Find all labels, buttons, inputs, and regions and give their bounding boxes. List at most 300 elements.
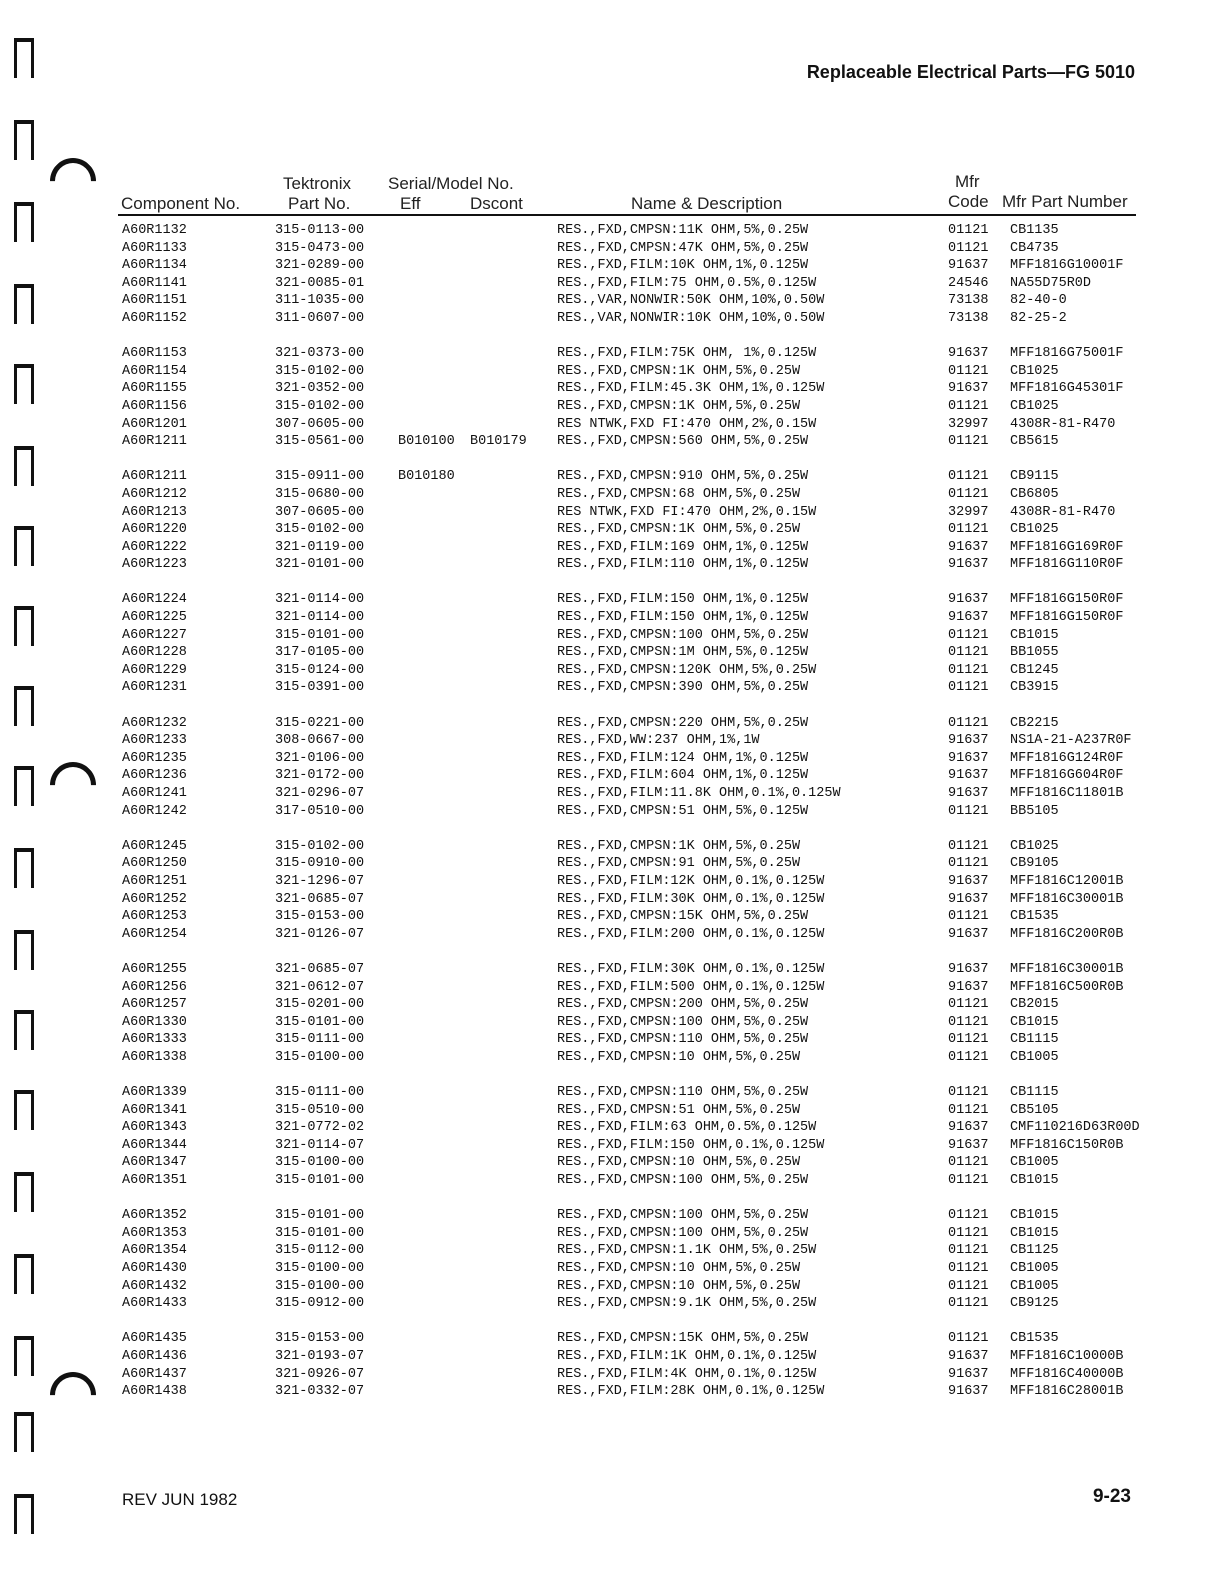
mfr-part-number: CB1245 bbox=[1010, 662, 1059, 678]
row-group bbox=[0, 468, 1213, 574]
mfr-code: 91637 bbox=[948, 926, 989, 942]
tektronix-part-no: 321-0685-07 bbox=[275, 961, 365, 977]
component-no: A60R1257 bbox=[122, 997, 187, 1013]
component-no: A60R1231 bbox=[122, 680, 187, 696]
table-row bbox=[0, 1278, 1213, 1296]
mfr-part-number: MFF1816C200R0B bbox=[1010, 926, 1124, 942]
mfr-code: 91637 bbox=[948, 1384, 989, 1400]
component-no: A60R1330 bbox=[122, 1014, 187, 1030]
mfr-part-number: 82-40-0 bbox=[1010, 293, 1067, 309]
table-row bbox=[0, 926, 1213, 944]
mfr-part-number: CB1015 bbox=[1010, 627, 1059, 643]
name-description: RES.,FXD,CMPSN:200 OHM,5%,0.25W bbox=[557, 997, 809, 1013]
mfr-code: 01121 bbox=[948, 434, 989, 450]
name-description: RES.,FXD,CMPSN:1M OHM,5%,0.125W bbox=[557, 645, 809, 661]
component-no: A60R1252 bbox=[122, 891, 187, 907]
table-row bbox=[0, 380, 1213, 398]
name-description: RES.,FXD,CMPSN:10 OHM,5%,0.25W bbox=[557, 1049, 801, 1065]
row-group bbox=[0, 1084, 1213, 1190]
mfr-code: 01121 bbox=[948, 662, 989, 678]
table-row bbox=[0, 345, 1213, 363]
mfr-code: 24546 bbox=[948, 275, 989, 291]
table-row bbox=[0, 979, 1213, 997]
component-no: A60R1250 bbox=[122, 856, 187, 872]
component-no: A60R1156 bbox=[122, 398, 187, 414]
tektronix-part-no: 315-0100-00 bbox=[275, 1261, 365, 1277]
table-row bbox=[0, 257, 1213, 275]
mfr-part-number: NA55D75R0D bbox=[1010, 275, 1092, 291]
mfr-code: 91637 bbox=[948, 258, 989, 274]
component-no: A60R1436 bbox=[122, 1349, 187, 1364]
table-row bbox=[0, 662, 1213, 680]
serial-eff: B010100 bbox=[398, 434, 455, 450]
tektronix-part-no: 315-0102-00 bbox=[275, 398, 365, 414]
mfr-code: 01121 bbox=[948, 223, 989, 238]
name-description: RES.,FXD,CMPSN:100 OHM,5%,0.25W bbox=[557, 1014, 809, 1030]
table-row bbox=[0, 1366, 1213, 1384]
table-row bbox=[0, 1102, 1213, 1120]
name-description: RES.,FXD,CMPSN:51 OHM,5%,0.125W bbox=[557, 803, 809, 819]
tektronix-part-no: 321-0106-00 bbox=[275, 750, 365, 766]
mfr-part-number: CB1115 bbox=[1010, 1032, 1059, 1048]
table-row bbox=[0, 1154, 1213, 1172]
table-row bbox=[0, 222, 1213, 240]
table-row bbox=[0, 873, 1213, 891]
mfr-part-number: CB2015 bbox=[1010, 997, 1059, 1013]
table-row bbox=[0, 1119, 1213, 1137]
mfr-part-number: CB1115 bbox=[1010, 1085, 1059, 1101]
tektronix-part-no: 315-0111-00 bbox=[275, 1085, 365, 1101]
mfr-part-number: CB1005 bbox=[1010, 1278, 1059, 1294]
parts-table-body bbox=[0, 222, 1213, 1418]
name-description: RES.,FXD,FILM:150 OHM,1%,0.125W bbox=[557, 610, 809, 626]
name-description: RES.,FXD,FILM:63 OHM,0.5%,0.125W bbox=[557, 1120, 817, 1136]
tektronix-part-no: 321-0772-02 bbox=[275, 1120, 365, 1136]
name-description: RES.,FXD,CMPSN:68 OHM,5%,0.25W bbox=[557, 486, 801, 502]
header-component-no: Component No. bbox=[121, 194, 241, 213]
component-no: A60R1212 bbox=[122, 486, 187, 502]
table-row bbox=[0, 1225, 1213, 1243]
mfr-part-number: CB1015 bbox=[1010, 1014, 1059, 1030]
mfr-code: 01121 bbox=[948, 1278, 989, 1294]
tektronix-part-no: 315-0124-00 bbox=[275, 662, 365, 678]
table-row bbox=[0, 1014, 1213, 1032]
component-no: A60R1341 bbox=[122, 1102, 187, 1118]
row-group bbox=[0, 591, 1213, 697]
mfr-part-number: MFF1816C150R0B bbox=[1010, 1137, 1124, 1153]
name-description: RES.,FXD,CMPSN:110 OHM,5%,0.25W bbox=[557, 1085, 809, 1101]
mfr-code: 01121 bbox=[948, 838, 989, 854]
table-row bbox=[0, 468, 1213, 486]
table-row bbox=[0, 1330, 1213, 1348]
mfr-code: 73138 bbox=[948, 310, 989, 326]
name-description: RES.,FXD,CMPSN:110 OHM,5%,0.25W bbox=[557, 1032, 809, 1048]
name-description: RES.,FXD,FILM:45.3K OHM,1%,0.125W bbox=[557, 381, 825, 397]
table-row bbox=[0, 556, 1213, 574]
mfr-code: 91637 bbox=[948, 610, 989, 626]
name-description: RES.,FXD,CMPSN:910 OHM,5%,0.25W bbox=[557, 469, 809, 485]
tektronix-part-no: 315-0221-00 bbox=[275, 715, 365, 731]
component-no: A60R1133 bbox=[122, 240, 187, 256]
tektronix-part-no: 315-0473-00 bbox=[275, 240, 365, 256]
component-no: A60R1351 bbox=[122, 1173, 187, 1189]
name-description: RES.,FXD,FILM:10K OHM,1%,0.125W bbox=[557, 258, 809, 274]
mfr-code: 91637 bbox=[948, 381, 989, 397]
tektronix-part-no: 321-0296-07 bbox=[275, 786, 365, 801]
binder-tab-mark bbox=[14, 1494, 34, 1534]
name-description: RES.,FXD,CMPSN:11K OHM,5%,0.25W bbox=[557, 223, 809, 238]
mfr-code: 91637 bbox=[948, 1366, 989, 1382]
component-no: A60R1228 bbox=[122, 645, 187, 661]
tektronix-part-no: 315-0910-00 bbox=[275, 856, 365, 872]
component-no: A60R1255 bbox=[122, 961, 187, 977]
component-no: A60R1152 bbox=[122, 310, 187, 326]
mfr-code: 01121 bbox=[948, 1102, 989, 1118]
tektronix-part-no: 315-0100-00 bbox=[275, 1278, 365, 1294]
mfr-code: 01121 bbox=[948, 680, 989, 696]
name-description: RES.,FXD,CMPSN:10 OHM,5%,0.25W bbox=[557, 1261, 801, 1277]
tektronix-part-no: 315-0101-00 bbox=[275, 1173, 365, 1189]
tektronix-part-no: 315-0112-00 bbox=[275, 1243, 365, 1259]
component-no: A60R1242 bbox=[122, 803, 187, 819]
table-row bbox=[0, 961, 1213, 979]
mfr-part-number: CB1015 bbox=[1010, 1208, 1059, 1224]
mfr-code: 91637 bbox=[948, 750, 989, 766]
table-row bbox=[0, 363, 1213, 381]
component-no: A60R1353 bbox=[122, 1225, 187, 1241]
tektronix-part-no: 315-0100-00 bbox=[275, 1155, 365, 1171]
tektronix-part-no: 321-0193-07 bbox=[275, 1349, 365, 1364]
component-no: A60R1211 bbox=[122, 469, 187, 485]
table-row bbox=[0, 539, 1213, 557]
name-description: RES.,FXD,FILM:1K OHM,0.1%,0.125W bbox=[557, 1349, 817, 1364]
component-no: A60R1236 bbox=[122, 768, 187, 784]
tektronix-part-no: 321-0085-01 bbox=[275, 275, 365, 291]
tektronix-part-no: 315-0101-00 bbox=[275, 1014, 365, 1030]
name-description: RES.,FXD,CMPSN:1K OHM,5%,0.25W bbox=[557, 522, 801, 538]
name-description: RES.,VAR,NONWIR:50K OHM,10%,0.50W bbox=[557, 293, 825, 309]
component-no: A60R1223 bbox=[122, 557, 187, 573]
mfr-code: 91637 bbox=[948, 539, 989, 555]
name-description: RES.,FXD,FILM:4K OHM,0.1%,0.125W bbox=[557, 1366, 817, 1382]
mfr-code: 01121 bbox=[948, 1261, 989, 1277]
table-row bbox=[0, 1242, 1213, 1260]
mfr-code: 91637 bbox=[948, 557, 989, 573]
component-no: A60R1343 bbox=[122, 1120, 187, 1136]
mfr-part-number: CB5615 bbox=[1010, 434, 1059, 450]
table-row bbox=[0, 785, 1213, 803]
row-group bbox=[0, 345, 1213, 451]
tektronix-part-no: 307-0605-00 bbox=[275, 416, 365, 432]
table-row bbox=[0, 486, 1213, 504]
mfr-code: 91637 bbox=[948, 961, 989, 977]
tektronix-part-no: 315-0111-00 bbox=[275, 1032, 365, 1048]
name-description: RES.,FXD,FILM:124 OHM,1%,0.125W bbox=[557, 750, 809, 766]
row-group bbox=[0, 1207, 1213, 1313]
mfr-part-number: MFF1816C10000B bbox=[1010, 1349, 1124, 1364]
component-no: A60R1132 bbox=[122, 223, 187, 238]
mfr-part-number: 82-25-2 bbox=[1010, 310, 1067, 326]
mfr-code: 01121 bbox=[948, 522, 989, 538]
table-row bbox=[0, 1348, 1213, 1366]
name-description: RES.,FXD,CMPSN:51 OHM,5%,0.25W bbox=[557, 1102, 801, 1118]
component-no: A60R1154 bbox=[122, 363, 187, 379]
mfr-part-number: CB4735 bbox=[1010, 240, 1059, 256]
tektronix-part-no: 321-0101-00 bbox=[275, 557, 365, 573]
table-row bbox=[0, 644, 1213, 662]
tektronix-part-no: 315-0510-00 bbox=[275, 1102, 365, 1118]
mfr-part-number: MFF1816G10001F bbox=[1010, 258, 1124, 274]
component-no: A60R1432 bbox=[122, 1278, 187, 1294]
tektronix-part-no: 315-0113-00 bbox=[275, 223, 365, 238]
table-row bbox=[0, 732, 1213, 750]
mfr-part-number: CB9115 bbox=[1010, 469, 1059, 485]
component-no: A60R1222 bbox=[122, 539, 187, 555]
table-row bbox=[0, 891, 1213, 909]
mfr-part-number: CB9125 bbox=[1010, 1296, 1059, 1312]
component-no: A60R1225 bbox=[122, 610, 187, 626]
name-description: RES.,FXD,FILM:75K OHM, 1%,0.125W bbox=[557, 346, 817, 362]
footer-revision: REV JUN 1982 bbox=[122, 1490, 238, 1509]
row-group bbox=[0, 1330, 1213, 1400]
mfr-code: 01121 bbox=[948, 398, 989, 414]
component-no: A60R1338 bbox=[122, 1049, 187, 1065]
component-no: A60R1354 bbox=[122, 1243, 187, 1259]
tektronix-part-no: 321-0685-07 bbox=[275, 891, 365, 907]
component-no: A60R1227 bbox=[122, 627, 187, 643]
component-no: A60R1438 bbox=[122, 1384, 187, 1400]
table-row bbox=[0, 715, 1213, 733]
component-no: A60R1437 bbox=[122, 1366, 187, 1382]
name-description: RES NTWK,FXD FI:470 OHM,2%,0.15W bbox=[557, 504, 817, 520]
tektronix-part-no: 321-0612-07 bbox=[275, 979, 365, 995]
mfr-code: 91637 bbox=[948, 768, 989, 784]
mfr-code: 91637 bbox=[948, 786, 989, 801]
name-description: RES.,FXD,FILM:169 OHM,1%,0.125W bbox=[557, 539, 809, 555]
tektronix-part-no: 315-0561-00 bbox=[275, 434, 365, 450]
mfr-code: 91637 bbox=[948, 891, 989, 907]
mfr-code: 01121 bbox=[948, 486, 989, 502]
binder-ring-arc bbox=[40, 148, 105, 213]
mfr-part-number: CB6805 bbox=[1010, 486, 1059, 502]
mfr-code: 01121 bbox=[948, 803, 989, 819]
mfr-code: 91637 bbox=[948, 1120, 989, 1136]
tektronix-part-no: 315-0912-00 bbox=[275, 1296, 365, 1312]
mfr-code: 01121 bbox=[948, 715, 989, 731]
mfr-part-number: CB9105 bbox=[1010, 856, 1059, 872]
mfr-code: 91637 bbox=[948, 592, 989, 608]
tektronix-part-no: 321-0289-00 bbox=[275, 258, 365, 274]
mfr-part-number: BB5105 bbox=[1010, 803, 1059, 819]
mfr-part-number: CB1015 bbox=[1010, 1173, 1059, 1189]
mfr-part-number: CB1005 bbox=[1010, 1155, 1059, 1171]
tektronix-part-no: 311-1035-00 bbox=[275, 293, 365, 309]
header-serial-model: Serial/Model No. bbox=[388, 174, 514, 193]
name-description: RES.,FXD,FILM:28K OHM,0.1%,0.125W bbox=[557, 1384, 825, 1400]
mfr-code: 01121 bbox=[948, 1208, 989, 1224]
header-part-no: Part No. bbox=[288, 194, 351, 213]
mfr-part-number: CB1025 bbox=[1010, 522, 1059, 538]
component-no: A60R1339 bbox=[122, 1085, 187, 1101]
mfr-code: 91637 bbox=[948, 346, 989, 362]
mfr-code: 32997 bbox=[948, 504, 989, 520]
table-row bbox=[0, 1137, 1213, 1155]
name-description: RES.,FXD,CMPSN:100 OHM,5%,0.25W bbox=[557, 1208, 809, 1224]
tektronix-part-no: 315-0391-00 bbox=[275, 680, 365, 696]
mfr-code: 32997 bbox=[948, 416, 989, 432]
mfr-part-number: CB1005 bbox=[1010, 1261, 1059, 1277]
mfr-code: 01121 bbox=[948, 1331, 989, 1347]
name-description: RES.,FXD,FILM:200 OHM,0.1%,0.125W bbox=[557, 926, 825, 942]
header-dscont: Dscont bbox=[470, 194, 523, 213]
mfr-part-number: MFF1816G150R0F bbox=[1010, 592, 1124, 608]
mfr-part-number: CB5105 bbox=[1010, 1102, 1059, 1118]
component-no: A60R1220 bbox=[122, 522, 187, 538]
mfr-part-number: MFF1816G110R0F bbox=[1010, 557, 1124, 573]
mfr-code: 91637 bbox=[948, 873, 989, 889]
name-description: RES.,FXD,FILM:30K OHM,0.1%,0.125W bbox=[557, 891, 825, 907]
mfr-part-number: CB1125 bbox=[1010, 1243, 1059, 1259]
tektronix-part-no: 321-0373-00 bbox=[275, 346, 365, 362]
component-no: A60R1430 bbox=[122, 1261, 187, 1277]
mfr-code: 91637 bbox=[948, 1137, 989, 1153]
tektronix-part-no: 321-0119-00 bbox=[275, 539, 365, 555]
component-no: A60R1233 bbox=[122, 733, 187, 749]
mfr-code: 01121 bbox=[948, 363, 989, 379]
row-group bbox=[0, 961, 1213, 1067]
mfr-part-number: NS1A-21-A237R0F bbox=[1010, 733, 1132, 749]
tektronix-part-no: 307-0605-00 bbox=[275, 504, 365, 520]
header-tektronix: Tektronix bbox=[283, 174, 352, 193]
table-row bbox=[0, 1295, 1213, 1313]
tektronix-part-no: 315-0102-00 bbox=[275, 363, 365, 379]
component-no: A60R1151 bbox=[122, 293, 187, 309]
mfr-part-number: CB1135 bbox=[1010, 223, 1059, 238]
serial-dscont: B010179 bbox=[470, 434, 527, 450]
tektronix-part-no: 315-0100-00 bbox=[275, 1049, 365, 1065]
component-no: A60R1201 bbox=[122, 416, 187, 432]
mfr-part-number: MFF1816C40000B bbox=[1010, 1366, 1124, 1382]
component-no: A60R1245 bbox=[122, 838, 187, 854]
component-no: A60R1213 bbox=[122, 504, 187, 520]
mfr-code: 01121 bbox=[948, 1173, 989, 1189]
table-row bbox=[0, 310, 1213, 328]
header-rule bbox=[118, 214, 1136, 216]
mfr-part-number: CB1015 bbox=[1010, 1225, 1059, 1241]
component-no: A60R1232 bbox=[122, 715, 187, 731]
name-description: RES.,FXD,CMPSN:1K OHM,5%,0.25W bbox=[557, 363, 801, 379]
tektronix-part-no: 317-0510-00 bbox=[275, 803, 365, 819]
mfr-code: 01121 bbox=[948, 997, 989, 1013]
binder-tab-mark bbox=[14, 120, 34, 160]
table-row bbox=[0, 521, 1213, 539]
name-description: RES.,FXD,CMPSN:15K OHM,5%,0.25W bbox=[557, 1331, 809, 1347]
table-row bbox=[0, 240, 1213, 258]
mfr-part-number: 4308R-81-R470 bbox=[1010, 416, 1116, 432]
tektronix-part-no: 315-0101-00 bbox=[275, 627, 365, 643]
table-row bbox=[0, 1031, 1213, 1049]
mfr-part-number: CB1535 bbox=[1010, 909, 1059, 925]
component-no: A60R1251 bbox=[122, 873, 187, 889]
table-row bbox=[0, 996, 1213, 1014]
name-description: RES NTWK,FXD FI:470 OHM,2%,0.15W bbox=[557, 416, 817, 432]
table-row bbox=[0, 433, 1213, 451]
table-row bbox=[0, 1207, 1213, 1225]
mfr-part-number: CB2215 bbox=[1010, 715, 1059, 731]
mfr-code: 01121 bbox=[948, 240, 989, 256]
mfr-code: 91637 bbox=[948, 733, 989, 749]
tektronix-part-no: 321-0114-00 bbox=[275, 610, 365, 626]
table-row bbox=[0, 609, 1213, 627]
header-mfr: Mfr bbox=[955, 172, 980, 191]
mfr-part-number: MFF1816G169R0F bbox=[1010, 539, 1124, 555]
component-no: A60R1211 bbox=[122, 434, 187, 450]
name-description: RES.,FXD,CMPSN:100 OHM,5%,0.25W bbox=[557, 1173, 809, 1189]
tektronix-part-no: 315-0101-00 bbox=[275, 1208, 365, 1224]
name-description: RES.,FXD,CMPSN:47K OHM,5%,0.25W bbox=[557, 240, 809, 256]
name-description: RES.,FXD,FILM:110 OHM,1%,0.125W bbox=[557, 557, 809, 573]
component-no: A60R1224 bbox=[122, 592, 187, 608]
mfr-code: 91637 bbox=[948, 979, 989, 995]
tektronix-part-no: 321-0114-00 bbox=[275, 592, 365, 608]
header-eff: Eff bbox=[400, 194, 421, 213]
row-group bbox=[0, 715, 1213, 821]
mfr-code: 01121 bbox=[948, 627, 989, 643]
component-no: A60R1141 bbox=[122, 275, 187, 291]
table-row bbox=[0, 416, 1213, 434]
component-no: A60R1155 bbox=[122, 381, 187, 397]
mfr-part-number: MFF1816C500R0B bbox=[1010, 979, 1124, 995]
mfr-code: 01121 bbox=[948, 1155, 989, 1171]
mfr-code: 01121 bbox=[948, 1243, 989, 1259]
mfr-code: 01121 bbox=[948, 469, 989, 485]
name-description: RES.,FXD,CMPSN:1.1K OHM,5%,0.25W bbox=[557, 1243, 817, 1259]
tektronix-part-no: 321-1296-07 bbox=[275, 873, 365, 889]
table-row bbox=[0, 750, 1213, 768]
mfr-part-number: MFF1816G45301F bbox=[1010, 381, 1124, 397]
header-mfr-part-number: Mfr Part Number bbox=[1002, 192, 1128, 211]
mfr-part-number: 4308R-81-R470 bbox=[1010, 504, 1116, 520]
mfr-part-number: CB3915 bbox=[1010, 680, 1059, 696]
table-row bbox=[0, 504, 1213, 522]
mfr-part-number: MFF1816C30001B bbox=[1010, 961, 1124, 977]
mfr-part-number: CB1005 bbox=[1010, 1049, 1059, 1065]
mfr-part-number: MFF1816G604R0F bbox=[1010, 768, 1124, 784]
mfr-part-number: MFF1816G150R0F bbox=[1010, 610, 1124, 626]
mfr-part-number: CB1025 bbox=[1010, 398, 1059, 414]
table-row bbox=[0, 1383, 1213, 1401]
name-description: RES.,VAR,NONWIR:10K OHM,10%,0.50W bbox=[557, 310, 825, 326]
tektronix-part-no: 321-0332-07 bbox=[275, 1384, 365, 1400]
name-description: RES.,FXD,FILM:30K OHM,0.1%,0.125W bbox=[557, 961, 825, 977]
name-description: RES.,FXD,FILM:11.8K OHM,0.1%,0.125W bbox=[557, 786, 841, 801]
name-description: RES.,FXD,CMPSN:390 OHM,5%,0.25W bbox=[557, 680, 809, 696]
mfr-code: 01121 bbox=[948, 1296, 989, 1312]
tektronix-part-no: 315-0102-00 bbox=[275, 838, 365, 854]
mfr-part-number: MFF1816C30001B bbox=[1010, 891, 1124, 907]
component-no: A60R1134 bbox=[122, 258, 187, 274]
tektronix-part-no: 315-0101-00 bbox=[275, 1225, 365, 1241]
tektronix-part-no: 315-0201-00 bbox=[275, 997, 365, 1013]
name-description: RES.,FXD,FILM:12K OHM,0.1%,0.125W bbox=[557, 873, 825, 889]
table-row bbox=[0, 398, 1213, 416]
mfr-part-number: CB1535 bbox=[1010, 1331, 1059, 1347]
table-row bbox=[0, 1049, 1213, 1067]
header-mfr-code: Code bbox=[948, 192, 989, 211]
mfr-code: 01121 bbox=[948, 909, 989, 925]
binder-tab-mark bbox=[14, 38, 34, 78]
tektronix-part-no: 315-0153-00 bbox=[275, 909, 365, 925]
